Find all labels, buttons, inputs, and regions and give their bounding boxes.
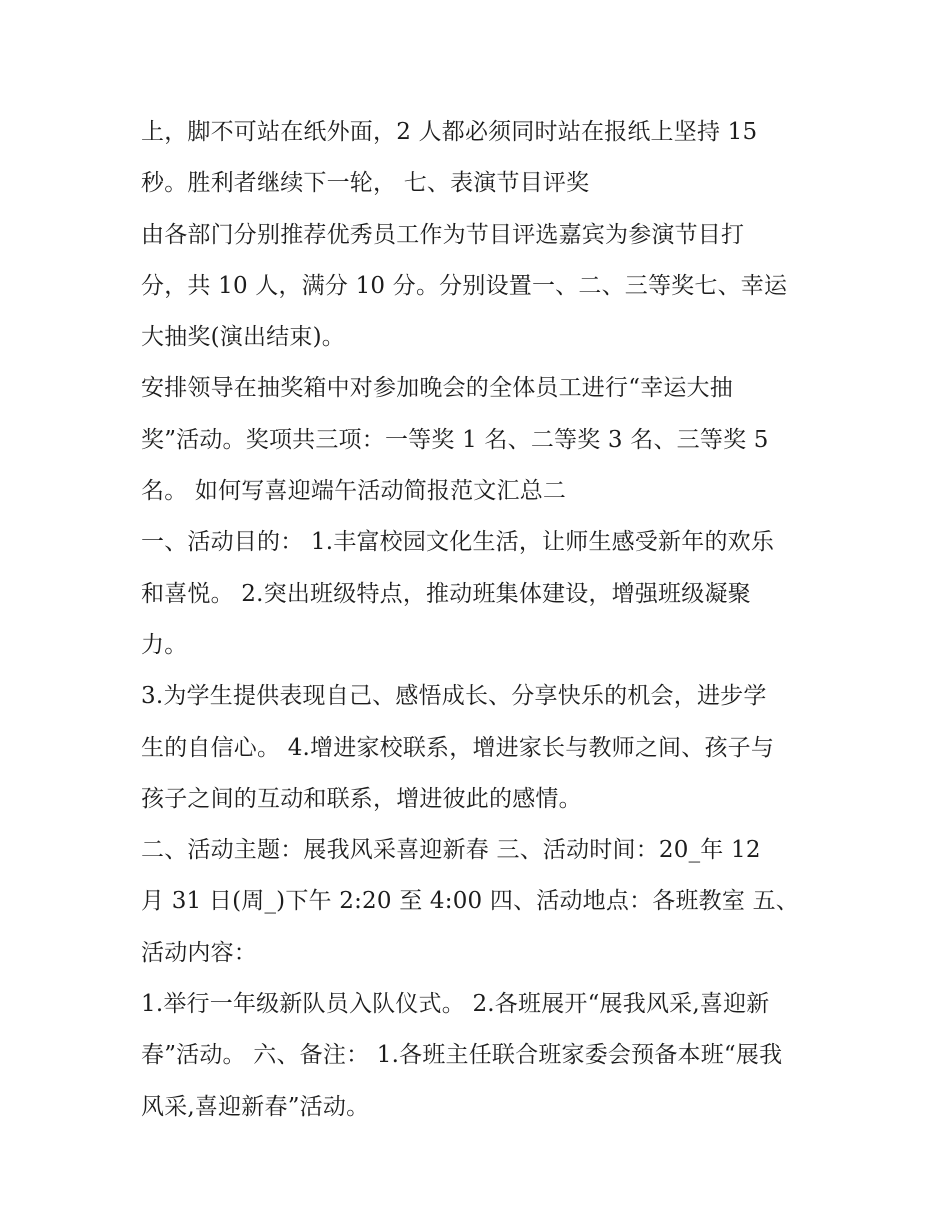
text-line: 大抽奖(演出结束)。 — [141, 324, 345, 351]
text-line: 春”活动。 六、备注： 1.各班主任联合班家委会预备本班“展我 — [141, 1042, 783, 1069]
text-line: 生的自信心。 4.增进家校联系，增进家长与教师之间、孩子与 — [141, 734, 775, 761]
text-line: 安排领导在抽奖箱中对参加晚会的全体员工进行“幸运大抽 — [141, 375, 733, 402]
text-line: 分，共 10 人，满分 10 分。分别设置一、二、三等奖七、幸运 — [141, 272, 788, 299]
text-line: 秒。胜利者继续下一轮， 七、表演节目评奖 — [141, 170, 590, 197]
document-body — [141, 107, 841, 1133]
text-line: 名。 如何写喜迎端午活动简报范文汇总二 — [141, 478, 567, 505]
text-line: 1.举行一年级新队员入队仪式。 2.各班展开“展我风采,喜迎新 — [141, 991, 770, 1018]
text-line: 孩子之间的互动和联系，增进彼此的感情。 — [141, 785, 582, 812]
text-line: 一、活动目的： 1.丰富校园文化生活，让师生感受新年的欢乐 — [141, 529, 775, 556]
text-line: 月 31 日(周_)下午 2:20 至 4:00 四、活动地点：各班教室 五、 — [141, 888, 799, 915]
text-line: 活动内容： — [141, 939, 257, 966]
text-line: 和喜悦。 2.突出班级特点，推动班集体建设，增强班级凝聚 — [141, 580, 751, 607]
text-line: 3.为学生提供表现自己、感悟成长、分享快乐的机会，进步学 — [141, 683, 767, 710]
text-line: 由各部门分别推荐优秀员工作为节目评选嘉宾为参演节目打 — [141, 221, 745, 248]
text-line: 上，脚不可站在纸外面，2 人都必须同时站在报纸上坚持 15 — [141, 119, 758, 145]
text-line: 二、活动主题：展我风采喜迎新春 三、活动时间：20_年 12 — [141, 837, 761, 864]
text-line: 奖”活动。奖项共三项：一等奖 1 名、二等奖 3 名、三等奖 5 — [141, 426, 769, 453]
text-line: 力。 — [141, 631, 188, 658]
text-line: 风采,喜迎新春”活动。 — [141, 1093, 370, 1120]
